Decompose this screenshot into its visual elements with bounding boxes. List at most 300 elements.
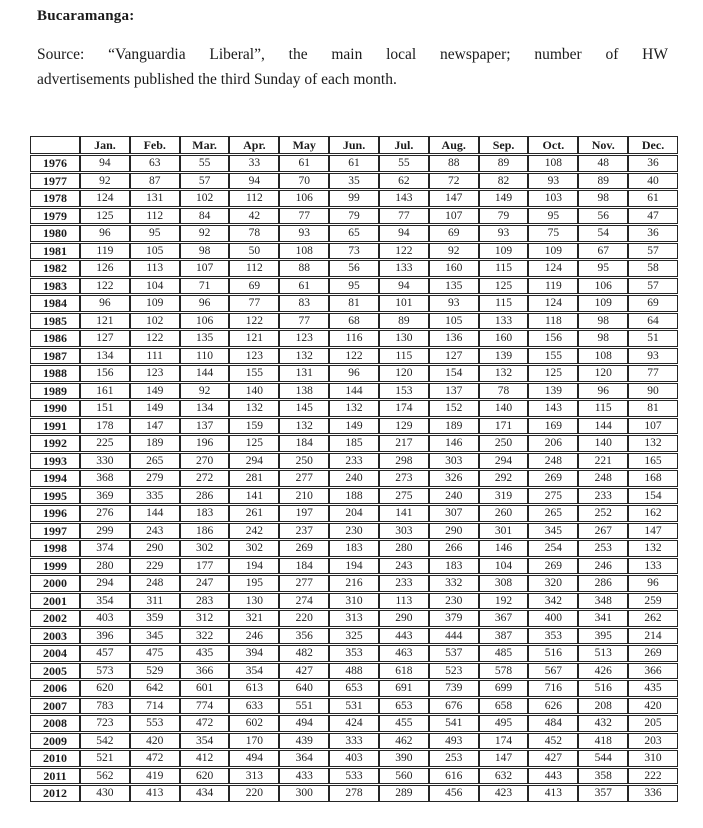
- value-cell: 88: [429, 155, 479, 172]
- year-cell: 2005: [30, 663, 80, 680]
- value-cell: 115: [379, 348, 429, 365]
- value-cell: 250: [479, 435, 529, 452]
- value-cell: 139: [528, 383, 578, 400]
- value-cell: 541: [429, 715, 479, 732]
- year-cell: 1988: [30, 365, 80, 382]
- value-cell: 281: [229, 470, 279, 487]
- value-cell: 125: [479, 278, 529, 295]
- value-cell: 81: [628, 400, 678, 417]
- value-cell: 165: [628, 453, 678, 470]
- value-cell: 61: [628, 190, 678, 207]
- value-cell: 560: [379, 768, 429, 785]
- value-cell: 390: [379, 750, 429, 767]
- value-cell: 94: [379, 225, 429, 242]
- value-cell: 133: [479, 313, 529, 330]
- value-cell: 160: [429, 260, 479, 277]
- value-cell: 313: [229, 768, 279, 785]
- value-cell: 423: [479, 785, 529, 802]
- value-cell: 294: [479, 453, 529, 470]
- value-cell: 109: [130, 295, 180, 312]
- value-cell: 125: [528, 365, 578, 382]
- value-cell: 108: [578, 348, 628, 365]
- value-cell: 48: [578, 155, 628, 172]
- value-cell: 433: [279, 768, 329, 785]
- value-cell: 221: [578, 453, 628, 470]
- value-cell: 96: [80, 295, 130, 312]
- value-cell: 484: [528, 715, 578, 732]
- table-header-row: [30, 136, 678, 154]
- value-cell: 208: [578, 698, 628, 715]
- value-cell: 516: [578, 680, 628, 697]
- table-row-1976: [30, 155, 678, 172]
- year-cell: 1997: [30, 523, 80, 540]
- table-row-2000: [30, 575, 678, 592]
- value-cell: 54: [578, 225, 628, 242]
- year-cell: 1991: [30, 418, 80, 435]
- value-cell: 56: [578, 208, 628, 225]
- value-cell: 61: [279, 155, 329, 172]
- value-cell: 356: [279, 628, 329, 645]
- value-cell: 216: [329, 575, 379, 592]
- value-cell: 130: [379, 330, 429, 347]
- table-row-1982: [30, 260, 678, 277]
- value-cell: 113: [130, 260, 180, 277]
- value-cell: 277: [279, 470, 329, 487]
- year-cell: 1998: [30, 540, 80, 557]
- value-cell: 330: [80, 453, 130, 470]
- year-cell: 2010: [30, 750, 80, 767]
- value-cell: 152: [429, 400, 479, 417]
- year-cell: 2006: [30, 680, 80, 697]
- value-cell: 106: [578, 278, 628, 295]
- value-cell: 537: [429, 645, 479, 662]
- value-cell: 36: [628, 225, 678, 242]
- value-cell: 333: [329, 733, 379, 750]
- value-cell: 96: [628, 575, 678, 592]
- value-cell: 632: [479, 768, 529, 785]
- value-cell: 272: [180, 470, 230, 487]
- value-cell: 195: [229, 575, 279, 592]
- value-cell: 92: [180, 383, 230, 400]
- value-cell: 70: [279, 173, 329, 190]
- value-cell: 69: [429, 225, 479, 242]
- value-cell: 613: [229, 680, 279, 697]
- year-cell: 1993: [30, 453, 80, 470]
- year-cell: 1976: [30, 155, 80, 172]
- value-cell: 119: [80, 243, 130, 260]
- value-cell: 269: [279, 540, 329, 557]
- value-cell: 133: [628, 558, 678, 575]
- year-cell: 2012: [30, 785, 80, 802]
- value-cell: 233: [578, 488, 628, 505]
- value-cell: 214: [628, 628, 678, 645]
- value-cell: 494: [279, 715, 329, 732]
- value-cell: 260: [479, 505, 529, 522]
- value-cell: 104: [479, 558, 529, 575]
- value-cell: 273: [379, 470, 429, 487]
- value-cell: 259: [628, 593, 678, 610]
- value-cell: 302: [180, 540, 230, 557]
- table-row-1988: [30, 365, 678, 382]
- value-cell: 312: [180, 610, 230, 627]
- table-row-1999: [30, 558, 678, 575]
- value-cell: 562: [80, 768, 130, 785]
- value-cell: 475: [130, 645, 180, 662]
- value-cell: 311: [130, 593, 180, 610]
- value-cell: 616: [429, 768, 479, 785]
- value-cell: 115: [479, 295, 529, 312]
- value-cell: 111: [130, 348, 180, 365]
- value-cell: 98: [578, 330, 628, 347]
- table-row-2008: [30, 715, 678, 732]
- value-cell: 280: [80, 558, 130, 575]
- value-cell: 379: [429, 610, 479, 627]
- year-cell: 1986: [30, 330, 80, 347]
- value-cell: 253: [429, 750, 479, 767]
- table-row-2001: [30, 593, 678, 610]
- source-line-2: advertisements published the third Sunday of each month.: [37, 71, 397, 88]
- value-cell: 125: [80, 208, 130, 225]
- value-cell: 144: [578, 418, 628, 435]
- value-cell: 426: [578, 663, 628, 680]
- value-cell: 618: [379, 663, 429, 680]
- value-cell: 127: [80, 330, 130, 347]
- value-cell: 353: [329, 645, 379, 662]
- value-cell: 544: [578, 750, 628, 767]
- value-cell: 699: [479, 680, 529, 697]
- value-cell: 253: [578, 540, 628, 557]
- value-cell: 310: [628, 750, 678, 767]
- table-row-1984: [30, 295, 678, 312]
- value-cell: 108: [528, 155, 578, 172]
- value-cell: 82: [479, 173, 529, 190]
- value-cell: 77: [628, 365, 678, 382]
- value-cell: 144: [329, 383, 379, 400]
- value-cell: 243: [130, 523, 180, 540]
- value-cell: 55: [379, 155, 429, 172]
- value-cell: 162: [628, 505, 678, 522]
- value-cell: 149: [479, 190, 529, 207]
- table-row-1985: [30, 313, 678, 330]
- value-cell: 435: [180, 645, 230, 662]
- value-cell: 69: [229, 278, 279, 295]
- table-row-1991: [30, 418, 678, 435]
- value-cell: 136: [429, 330, 479, 347]
- column-header-sep: Sep.: [479, 136, 529, 154]
- value-cell: 298: [379, 453, 429, 470]
- value-cell: 149: [130, 400, 180, 417]
- year-cell: 2002: [30, 610, 80, 627]
- value-cell: 197: [279, 505, 329, 522]
- value-cell: 364: [279, 750, 329, 767]
- value-cell: 269: [528, 558, 578, 575]
- table-row-1981: [30, 243, 678, 260]
- value-cell: 240: [429, 488, 479, 505]
- table-row-1978: [30, 190, 678, 207]
- table-row-1997: [30, 523, 678, 540]
- value-cell: 523: [429, 663, 479, 680]
- value-cell: 63: [130, 155, 180, 172]
- value-cell: 132: [279, 418, 329, 435]
- value-cell: 194: [229, 558, 279, 575]
- value-cell: 73: [329, 243, 379, 260]
- value-cell: 95: [578, 260, 628, 277]
- table-row-2012: [30, 785, 678, 802]
- value-cell: 230: [429, 593, 479, 610]
- value-cell: 301: [479, 523, 529, 540]
- year-cell: 2011: [30, 768, 80, 785]
- value-cell: 578: [479, 663, 529, 680]
- column-header-jun: Jun.: [329, 136, 379, 154]
- value-cell: 240: [329, 470, 379, 487]
- value-cell: 184: [279, 558, 329, 575]
- value-cell: 252: [578, 505, 628, 522]
- table-row-2007: [30, 698, 678, 715]
- value-cell: 194: [329, 558, 379, 575]
- value-cell: 65: [329, 225, 379, 242]
- value-cell: 248: [528, 453, 578, 470]
- value-cell: 137: [429, 383, 479, 400]
- value-cell: 225: [80, 435, 130, 452]
- value-cell: 72: [429, 173, 479, 190]
- value-cell: 112: [130, 208, 180, 225]
- value-cell: 358: [578, 768, 628, 785]
- value-cell: 81: [329, 295, 379, 312]
- value-cell: 310: [329, 593, 379, 610]
- year-cell: 2007: [30, 698, 80, 715]
- value-cell: 196: [180, 435, 230, 452]
- value-cell: 626: [528, 698, 578, 715]
- year-cell: 1977: [30, 173, 80, 190]
- value-cell: 774: [180, 698, 230, 715]
- table-row-1996: [30, 505, 678, 522]
- value-cell: 156: [528, 330, 578, 347]
- year-cell: 2001: [30, 593, 80, 610]
- value-cell: 300: [279, 785, 329, 802]
- value-cell: 98: [578, 190, 628, 207]
- value-cell: 122: [329, 348, 379, 365]
- value-cell: 653: [329, 680, 379, 697]
- value-cell: 265: [130, 453, 180, 470]
- value-cell: 354: [180, 733, 230, 750]
- table-row-1986: [30, 330, 678, 347]
- value-cell: 94: [229, 173, 279, 190]
- value-cell: 488: [329, 663, 379, 680]
- value-cell: 427: [528, 750, 578, 767]
- value-cell: 279: [130, 470, 180, 487]
- value-cell: 472: [180, 715, 230, 732]
- value-cell: 93: [628, 348, 678, 365]
- value-cell: 123: [130, 365, 180, 382]
- value-cell: 567: [528, 663, 578, 680]
- value-cell: 183: [180, 505, 230, 522]
- value-cell: 551: [279, 698, 329, 715]
- value-cell: 133: [379, 260, 429, 277]
- value-cell: 542: [80, 733, 130, 750]
- value-cell: 110: [180, 348, 230, 365]
- table-row-1994: [30, 470, 678, 487]
- value-cell: 79: [479, 208, 529, 225]
- value-cell: 653: [379, 698, 429, 715]
- table-row-2011: [30, 768, 678, 785]
- value-cell: 122: [229, 313, 279, 330]
- value-cell: 92: [429, 243, 479, 260]
- value-cell: 132: [479, 365, 529, 382]
- value-cell: 141: [379, 505, 429, 522]
- value-cell: 108: [279, 243, 329, 260]
- year-cell: 1995: [30, 488, 80, 505]
- value-cell: 289: [379, 785, 429, 802]
- value-cell: 269: [528, 470, 578, 487]
- value-cell: 151: [80, 400, 130, 417]
- value-cell: 78: [229, 225, 279, 242]
- value-cell: 121: [80, 313, 130, 330]
- value-cell: 77: [379, 208, 429, 225]
- column-header-apr: Apr.: [229, 136, 279, 154]
- value-cell: 359: [130, 610, 180, 627]
- value-cell: 89: [578, 173, 628, 190]
- value-cell: 246: [578, 558, 628, 575]
- value-cell: 107: [429, 208, 479, 225]
- value-cell: 642: [130, 680, 180, 697]
- value-cell: 294: [229, 453, 279, 470]
- value-cell: 325: [329, 628, 379, 645]
- value-cell: 427: [279, 663, 329, 680]
- value-cell: 134: [180, 400, 230, 417]
- value-cell: 90: [628, 383, 678, 400]
- value-cell: 286: [180, 488, 230, 505]
- value-cell: 131: [130, 190, 180, 207]
- value-cell: 303: [429, 453, 479, 470]
- value-cell: 336: [628, 785, 678, 802]
- value-cell: 161: [80, 383, 130, 400]
- value-cell: 269: [628, 645, 678, 662]
- value-cell: 247: [180, 575, 230, 592]
- value-cell: 112: [229, 190, 279, 207]
- value-cell: 129: [379, 418, 429, 435]
- value-cell: 144: [130, 505, 180, 522]
- column-header-dec: Dec.: [628, 136, 678, 154]
- value-cell: 95: [528, 208, 578, 225]
- corner-header-cell: [30, 136, 80, 154]
- value-cell: 130: [229, 593, 279, 610]
- year-cell: 1983: [30, 278, 80, 295]
- year-cell: 1987: [30, 348, 80, 365]
- year-cell: 1994: [30, 470, 80, 487]
- value-cell: 267: [578, 523, 628, 540]
- column-header-aug: Aug.: [429, 136, 479, 154]
- value-cell: 413: [130, 785, 180, 802]
- value-cell: 159: [229, 418, 279, 435]
- value-cell: 149: [130, 383, 180, 400]
- table-row-1987: [30, 348, 678, 365]
- value-cell: 633: [229, 698, 279, 715]
- year-cell: 2003: [30, 628, 80, 645]
- value-cell: 140: [229, 383, 279, 400]
- value-cell: 658: [479, 698, 529, 715]
- value-cell: 93: [429, 295, 479, 312]
- value-cell: 294: [80, 575, 130, 592]
- year-cell: 2004: [30, 645, 80, 662]
- value-cell: 143: [379, 190, 429, 207]
- value-cell: 516: [528, 645, 578, 662]
- value-cell: 485: [479, 645, 529, 662]
- value-cell: 155: [528, 348, 578, 365]
- value-cell: 676: [429, 698, 479, 715]
- value-cell: 96: [80, 225, 130, 242]
- value-cell: 132: [229, 400, 279, 417]
- value-cell: 93: [528, 173, 578, 190]
- value-cell: 290: [379, 610, 429, 627]
- value-cell: 95: [329, 278, 379, 295]
- value-cell: 302: [229, 540, 279, 557]
- value-cell: 140: [578, 435, 628, 452]
- year-cell: 1984: [30, 295, 80, 312]
- value-cell: 275: [379, 488, 429, 505]
- value-cell: 210: [279, 488, 329, 505]
- table-row-1992: [30, 435, 678, 452]
- value-cell: 120: [578, 365, 628, 382]
- value-cell: 254: [528, 540, 578, 557]
- value-cell: 147: [429, 190, 479, 207]
- value-cell: 101: [379, 295, 429, 312]
- value-cell: 493: [429, 733, 479, 750]
- value-cell: 106: [279, 190, 329, 207]
- value-cell: 112: [229, 260, 279, 277]
- value-cell: 77: [229, 295, 279, 312]
- value-cell: 83: [279, 295, 329, 312]
- value-cell: 420: [130, 733, 180, 750]
- value-cell: 691: [379, 680, 429, 697]
- value-cell: 107: [628, 418, 678, 435]
- value-cell: 573: [80, 663, 130, 680]
- value-cell: 242: [229, 523, 279, 540]
- value-cell: 58: [628, 260, 678, 277]
- value-cell: 57: [628, 243, 678, 260]
- value-cell: 79: [329, 208, 379, 225]
- value-cell: 367: [479, 610, 529, 627]
- table-row-1995: [30, 488, 678, 505]
- value-cell: 98: [180, 243, 230, 260]
- value-cell: 77: [279, 208, 329, 225]
- value-cell: 174: [379, 400, 429, 417]
- table-row-1977: [30, 173, 678, 190]
- value-cell: 277: [279, 575, 329, 592]
- value-cell: 265: [528, 505, 578, 522]
- value-cell: 84: [180, 208, 230, 225]
- year-cell: 1978: [30, 190, 80, 207]
- column-header-jul: Jul.: [379, 136, 429, 154]
- column-header-nov: Nov.: [578, 136, 628, 154]
- value-cell: 36: [628, 155, 678, 172]
- value-cell: 145: [279, 400, 329, 417]
- value-cell: 533: [329, 768, 379, 785]
- value-cell: 396: [80, 628, 130, 645]
- value-cell: 307: [429, 505, 479, 522]
- value-cell: 400: [528, 610, 578, 627]
- value-cell: 274: [279, 593, 329, 610]
- value-cell: 147: [628, 523, 678, 540]
- value-cell: 89: [379, 313, 429, 330]
- value-cell: 56: [329, 260, 379, 277]
- value-cell: 137: [180, 418, 230, 435]
- value-cell: 494: [229, 750, 279, 767]
- value-cell: 124: [80, 190, 130, 207]
- value-cell: 113: [379, 593, 429, 610]
- value-cell: 303: [379, 523, 429, 540]
- value-cell: 366: [628, 663, 678, 680]
- value-cell: 124: [528, 295, 578, 312]
